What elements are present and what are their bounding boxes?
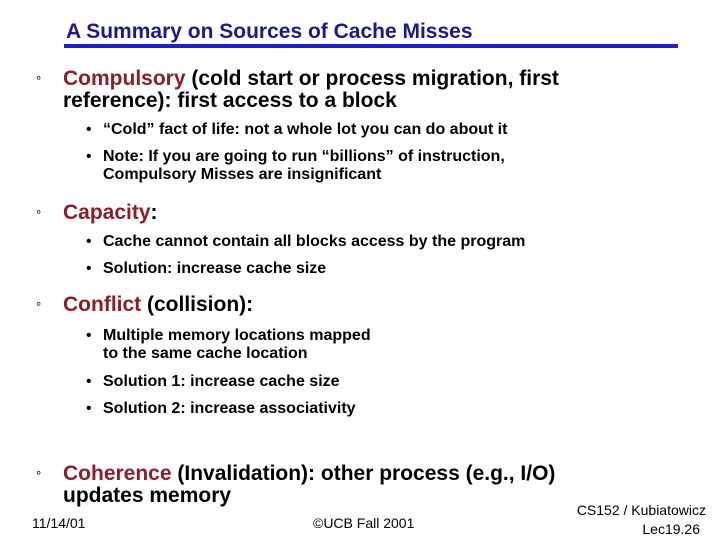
- sub-item-text: Multiple memory locations mapped: [103, 327, 371, 344]
- point-coherence-line1: (Invalidation): other process (e.g., I/O): [171, 462, 556, 485]
- bullet-marker: °: [36, 207, 42, 222]
- point-compulsory-line1: (cold start or process migration, first: [185, 67, 559, 90]
- point-capacity-line1: :: [150, 201, 158, 224]
- sub-item-text-cont: to the same cache location: [103, 345, 308, 362]
- sub-bullet: •: [86, 148, 92, 165]
- point-conflict-line1: (collision):: [141, 293, 254, 316]
- footer-course: CS152 / Kubiatowicz: [576, 502, 706, 518]
- sub-item-text: Solution 2: increase associativity: [103, 400, 356, 417]
- bullet-marker: °: [36, 468, 42, 483]
- term-compulsory: Compulsory: [63, 67, 186, 90]
- sub-item-text: Note: If you are going to run “billions” of instruction,: [103, 148, 505, 165]
- footer-date: 11/14/01: [32, 515, 86, 531]
- bullet-marker: °: [36, 299, 42, 314]
- sub-item-text: Solution: increase cache size: [103, 260, 327, 277]
- sub-bullet: •: [86, 373, 92, 390]
- sub-item-text-cont: Compulsory Misses are insignificant: [103, 166, 382, 183]
- title-underline: [64, 44, 678, 48]
- term-conflict: Conflict: [63, 293, 142, 316]
- point-coherence-line2: updates memory: [63, 484, 232, 507]
- sub-bullet: •: [86, 121, 92, 138]
- footer-lecture: Lec19.26: [642, 521, 700, 537]
- sub-item-text: Cache cannot contain all blocks access by the program: [103, 233, 526, 250]
- term-coherence: Coherence: [63, 462, 172, 485]
- slide-title: A Summary on Sources of Cache Misses: [66, 20, 473, 43]
- sub-bullet: •: [86, 327, 92, 344]
- point-compulsory-line2: reference): first access to a block: [63, 89, 397, 112]
- footer-copyright: ©UCB Fall 2001: [313, 515, 415, 531]
- sub-item-text: Solution 1: increase cache size: [103, 373, 340, 390]
- sub-bullet: •: [86, 400, 92, 417]
- sub-item-text: “Cold” fact of life: not a whole lot you can do about it: [103, 121, 508, 138]
- sub-bullet: •: [86, 260, 92, 277]
- sub-bullet: •: [86, 233, 92, 250]
- bullet-marker: °: [36, 73, 42, 88]
- term-capacity: Capacity: [63, 201, 151, 224]
